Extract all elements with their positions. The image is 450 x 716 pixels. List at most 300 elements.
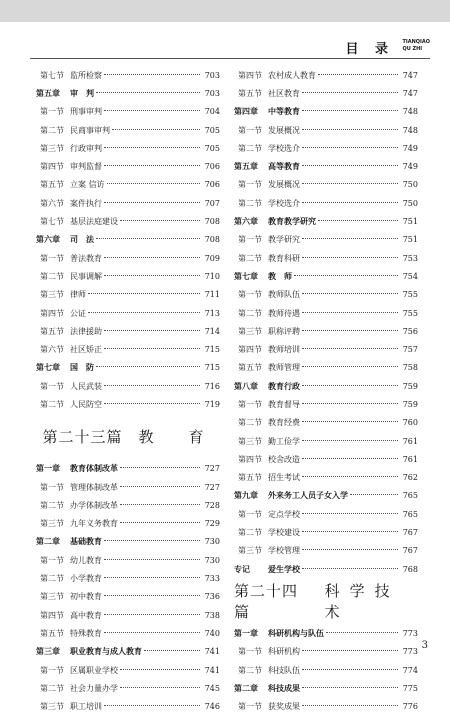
entry-label: 第四节 bbox=[238, 70, 262, 80]
entry-page: 755 bbox=[402, 308, 418, 318]
entry-page: 774 bbox=[402, 665, 418, 675]
entry-label: 第三节 bbox=[40, 290, 64, 300]
entry-title: 校舍改造 bbox=[268, 454, 300, 464]
entry-page: 765 bbox=[402, 491, 418, 501]
dot-leader bbox=[104, 577, 200, 578]
entry-title: 科技队伍 bbox=[268, 665, 300, 675]
entry-page: 762 bbox=[402, 473, 418, 483]
entry-title: 司 法 bbox=[70, 235, 94, 245]
entry-title: 教育行政 bbox=[268, 381, 300, 391]
toc-section-entry[interactable] bbox=[36, 395, 220, 413]
part-name: 教 育 bbox=[138, 428, 214, 447]
entry-page: 713 bbox=[204, 308, 220, 318]
toc-section-entry[interactable] bbox=[36, 478, 220, 496]
page-number: 3 bbox=[421, 640, 428, 651]
entry-title: 区属职业学校 bbox=[70, 665, 118, 675]
toc-section-entry[interactable] bbox=[234, 139, 418, 157]
entry-page: 706 bbox=[204, 180, 220, 190]
entry-label: 第一节 bbox=[238, 235, 262, 245]
entry-page: 727 bbox=[204, 464, 220, 474]
entry-label: 第二节 bbox=[40, 574, 64, 584]
entry-title: 国 防 bbox=[70, 363, 94, 373]
entry-page: 760 bbox=[402, 418, 418, 428]
toc-section-entry[interactable] bbox=[234, 414, 418, 432]
toc-section-entry[interactable] bbox=[36, 551, 220, 569]
part-title bbox=[36, 414, 220, 460]
entry-page: 745 bbox=[204, 683, 220, 693]
entry-page: 714 bbox=[204, 326, 220, 336]
entry-label: 第一节 bbox=[238, 702, 262, 712]
entry-label: 第二节 bbox=[40, 271, 64, 281]
entry-label: 第九章 bbox=[234, 491, 258, 501]
entry-label: 第二节 bbox=[238, 198, 262, 208]
entry-title: 民商事审判 bbox=[70, 125, 110, 135]
toc-section-entry[interactable] bbox=[234, 542, 418, 560]
entry-label: 第一节 bbox=[238, 125, 262, 135]
entry-label: 第一节 bbox=[40, 107, 64, 117]
toc-chapter-entry[interactable] bbox=[36, 84, 220, 102]
entry-page: 707 bbox=[204, 198, 220, 208]
entry-label: 第二节 bbox=[40, 500, 64, 510]
entry-label: 第一节 bbox=[238, 399, 262, 409]
entry-label: 第四节 bbox=[238, 345, 262, 355]
entry-title: 职工培训 bbox=[70, 702, 102, 712]
entry-label: 第七章 bbox=[36, 363, 60, 373]
dot-leader bbox=[302, 513, 398, 514]
toc-section-entry[interactable] bbox=[36, 249, 220, 267]
toc-section-entry[interactable] bbox=[36, 569, 220, 587]
toc-section-entry[interactable] bbox=[36, 496, 220, 514]
entry-label: 第三节 bbox=[238, 436, 262, 446]
entry-page: 711 bbox=[204, 290, 220, 300]
dot-leader bbox=[104, 275, 200, 276]
toc-section-entry[interactable] bbox=[36, 698, 220, 716]
dot-leader bbox=[302, 165, 398, 166]
entry-label: 第三节 bbox=[238, 546, 262, 556]
entry-label: 第一节 bbox=[238, 509, 262, 519]
entry-title: 办学体制改革 bbox=[70, 500, 118, 510]
entry-title: 初中教育 bbox=[70, 592, 102, 602]
dot-leader bbox=[96, 366, 200, 367]
dot-leader bbox=[104, 540, 200, 541]
toc-section-entry[interactable] bbox=[234, 121, 418, 139]
entry-label: 第四节 bbox=[40, 162, 64, 172]
dot-leader bbox=[104, 330, 200, 331]
dot-leader bbox=[120, 467, 200, 468]
entry-label: 第五章 bbox=[36, 88, 60, 98]
toc-section-entry[interactable] bbox=[234, 698, 418, 716]
dot-leader bbox=[302, 476, 398, 477]
entry-label: 第五节 bbox=[40, 180, 64, 190]
entry-label: 第六章 bbox=[36, 235, 60, 245]
toc-section-entry[interactable] bbox=[36, 588, 220, 606]
entry-page: 755 bbox=[402, 290, 418, 300]
toc-section-entry[interactable] bbox=[36, 212, 220, 230]
entry-title: 教育科研 bbox=[268, 253, 300, 263]
entry-page: 715 bbox=[204, 363, 220, 373]
entry-page: 733 bbox=[204, 574, 220, 584]
toc-section-entry[interactable] bbox=[234, 176, 418, 194]
toc-chapter-entry[interactable] bbox=[36, 533, 220, 551]
dot-leader bbox=[120, 220, 200, 221]
toc-chapter-entry[interactable] bbox=[234, 377, 418, 395]
entry-label: 第七节 bbox=[40, 217, 64, 227]
entry-title: 科研机构与队伍 bbox=[268, 628, 324, 638]
entry-page: 751 bbox=[402, 217, 418, 227]
entry-title: 科研机构 bbox=[268, 647, 300, 657]
entry-page: 728 bbox=[204, 500, 220, 510]
entry-page: 759 bbox=[402, 381, 418, 391]
entry-page: 727 bbox=[204, 482, 220, 492]
entry-label: 第六章 bbox=[234, 217, 258, 227]
toc-chapter-entry[interactable] bbox=[234, 624, 418, 642]
toc-section-entry[interactable] bbox=[234, 304, 418, 322]
toc-section-entry[interactable] bbox=[234, 231, 418, 249]
entry-label: 第一章 bbox=[36, 464, 60, 474]
entry-page: 719 bbox=[204, 399, 220, 409]
entry-title: 社区矫正 bbox=[70, 345, 102, 355]
entry-label: 第三节 bbox=[40, 143, 64, 153]
toc-section-entry[interactable] bbox=[36, 121, 220, 139]
entry-title: 特殊教育 bbox=[70, 628, 102, 638]
entry-title: 基础教育 bbox=[70, 537, 102, 547]
entry-page: 748 bbox=[402, 125, 418, 135]
toc-chapter-entry[interactable] bbox=[234, 560, 418, 578]
entry-page: 749 bbox=[402, 143, 418, 153]
entry-label: 第二节 bbox=[238, 418, 262, 428]
entry-page: 746 bbox=[204, 702, 220, 712]
toc-section-entry[interactable] bbox=[234, 340, 418, 358]
dot-leader bbox=[302, 129, 398, 130]
dot-leader bbox=[120, 486, 200, 487]
entry-title: 农村成人教育 bbox=[268, 70, 316, 80]
entry-label: 第二节 bbox=[238, 528, 262, 538]
toc-right-column bbox=[234, 66, 418, 716]
toc-section-entry[interactable] bbox=[36, 176, 220, 194]
entry-title: 发展概况 bbox=[268, 180, 300, 190]
entry-title: 高等教育 bbox=[268, 162, 300, 172]
toc-section-entry[interactable] bbox=[36, 515, 220, 533]
toc-chapter-entry[interactable] bbox=[234, 267, 418, 285]
entry-title: 发展概况 bbox=[268, 125, 300, 135]
dot-leader bbox=[302, 705, 398, 706]
entry-label: 第一节 bbox=[40, 555, 64, 565]
entry-title: 勤工俭学 bbox=[268, 436, 300, 446]
toc-section-entry[interactable] bbox=[234, 359, 418, 377]
toc-section-entry[interactable] bbox=[234, 84, 418, 102]
entry-label: 第五节 bbox=[40, 326, 64, 336]
toc-section-entry[interactable] bbox=[234, 395, 418, 413]
entry-title: 中等教育 bbox=[268, 107, 300, 117]
entry-label: 第四节 bbox=[40, 610, 64, 620]
entry-label: 第二节 bbox=[238, 143, 262, 153]
entry-page: 736 bbox=[204, 592, 220, 602]
toc-section-entry[interactable] bbox=[234, 505, 418, 523]
entry-title: 学校建设 bbox=[268, 528, 300, 538]
toc-section-entry[interactable] bbox=[234, 643, 418, 661]
entry-label: 第二节 bbox=[40, 125, 64, 135]
entry-title: 基层法庭建设 bbox=[70, 217, 118, 227]
entry-label: 第四节 bbox=[40, 308, 64, 318]
entry-page: 741 bbox=[204, 647, 220, 657]
entry-label: 第二章 bbox=[234, 683, 258, 693]
running-title: 目 录 bbox=[345, 42, 394, 57]
dot-leader bbox=[302, 238, 398, 239]
entry-title: 教育督导 bbox=[268, 399, 300, 409]
entry-title: 社区教育 bbox=[268, 88, 300, 98]
toc-chapter-entry[interactable] bbox=[234, 679, 418, 697]
dot-leader bbox=[120, 504, 200, 505]
entry-page: 753 bbox=[402, 253, 418, 263]
toc-section-entry[interactable] bbox=[234, 523, 418, 541]
entry-page: 703 bbox=[204, 88, 220, 98]
toc-section-entry[interactable] bbox=[234, 450, 418, 468]
entry-title: 教育体制改革 bbox=[70, 464, 118, 474]
dot-leader bbox=[104, 632, 200, 633]
dot-leader bbox=[302, 366, 398, 367]
dot-leader bbox=[96, 92, 200, 93]
entry-title: 管理体制改革 bbox=[70, 482, 118, 492]
entry-title: 教师培训 bbox=[268, 345, 300, 355]
entry-title: 招生考试 bbox=[268, 473, 300, 483]
toc-section-entry[interactable] bbox=[36, 661, 220, 679]
entry-page: 773 bbox=[402, 647, 418, 657]
entry-title: 教学研究 bbox=[268, 235, 300, 245]
entry-label: 第三节 bbox=[40, 702, 64, 712]
toc-section-entry[interactable] bbox=[234, 286, 418, 304]
dot-leader bbox=[104, 165, 200, 166]
entry-title: 刑事审判 bbox=[70, 107, 102, 117]
entry-label: 专记 bbox=[234, 564, 250, 574]
toc-section-entry[interactable] bbox=[36, 377, 220, 395]
entry-label: 第三章 bbox=[36, 647, 60, 657]
toc-section-entry[interactable] bbox=[234, 249, 418, 267]
entry-page: 754 bbox=[402, 271, 418, 281]
toc-chapter-entry[interactable] bbox=[36, 460, 220, 478]
entry-title: 公证 bbox=[70, 308, 86, 318]
entry-page: 709 bbox=[204, 253, 220, 263]
entry-title: 民事调解 bbox=[70, 271, 102, 281]
running-title-pinyin bbox=[402, 39, 430, 53]
entry-page: 708 bbox=[204, 235, 220, 245]
entry-page: 704 bbox=[204, 107, 220, 117]
toc-chapter-entry[interactable] bbox=[36, 359, 220, 377]
entry-page: 705 bbox=[204, 143, 220, 153]
entry-title: 教 师 bbox=[268, 271, 292, 281]
entry-label: 第五节 bbox=[40, 628, 64, 638]
toc-chapter-entry[interactable] bbox=[234, 212, 418, 230]
toc-section-entry[interactable] bbox=[36, 679, 220, 697]
entry-label: 第四节 bbox=[238, 454, 262, 464]
entry-title: 教师待遇 bbox=[268, 308, 300, 318]
toc-chapter-entry[interactable] bbox=[234, 157, 418, 175]
entry-page: 715 bbox=[204, 345, 220, 355]
entry-title: 科技成果 bbox=[268, 683, 300, 693]
toc-section-entry[interactable] bbox=[36, 624, 220, 642]
toc-chapter-entry[interactable] bbox=[36, 643, 220, 661]
dot-leader bbox=[104, 74, 200, 75]
entry-page: 759 bbox=[402, 399, 418, 409]
entry-label: 第一节 bbox=[40, 482, 64, 492]
entry-page: 730 bbox=[204, 555, 220, 565]
entry-title: 学校选介 bbox=[268, 143, 300, 153]
dot-leader bbox=[302, 147, 398, 148]
entry-label: 第八章 bbox=[234, 381, 258, 391]
entry-title: 幼儿教育 bbox=[70, 555, 102, 565]
dot-leader bbox=[88, 293, 200, 294]
dot-leader bbox=[104, 348, 200, 349]
entry-page: 751 bbox=[402, 235, 418, 245]
dot-leader bbox=[120, 522, 200, 523]
entry-page: 748 bbox=[402, 107, 418, 117]
toc-section-entry[interactable] bbox=[234, 66, 418, 84]
entry-label: 第七章 bbox=[234, 271, 258, 281]
entry-page: 710 bbox=[204, 271, 220, 281]
dot-leader bbox=[120, 669, 200, 670]
dot-leader bbox=[326, 632, 398, 633]
entry-label: 第一节 bbox=[238, 290, 262, 300]
entry-title: 获奖成果 bbox=[268, 702, 300, 712]
dot-leader bbox=[112, 129, 200, 130]
toc-section-entry[interactable] bbox=[36, 267, 220, 285]
entry-title: 立案 信访 bbox=[70, 180, 105, 190]
dot-leader bbox=[104, 147, 200, 148]
entry-title: 九年义务教育 bbox=[70, 519, 118, 529]
toc-section-entry[interactable] bbox=[36, 66, 220, 84]
entry-title: 学校管理 bbox=[268, 546, 300, 556]
dot-leader bbox=[302, 531, 398, 532]
dot-leader bbox=[104, 385, 200, 386]
entry-page: 756 bbox=[402, 326, 418, 336]
entry-page: 750 bbox=[402, 198, 418, 208]
dot-leader bbox=[318, 220, 398, 221]
entry-label: 第四章 bbox=[234, 107, 258, 117]
entry-page: 758 bbox=[402, 363, 418, 373]
entry-title: 人民防空 bbox=[70, 399, 102, 409]
dot-leader bbox=[302, 312, 398, 313]
dot-leader bbox=[107, 183, 200, 184]
entry-page: 773 bbox=[402, 628, 418, 638]
toc-section-entry[interactable] bbox=[36, 304, 220, 322]
entry-title: 教育经费 bbox=[268, 418, 300, 428]
entry-page: 761 bbox=[402, 454, 418, 464]
entry-label: 第二节 bbox=[238, 308, 262, 318]
entry-title: 教师队伍 bbox=[268, 290, 300, 300]
dot-leader bbox=[96, 238, 200, 239]
entry-page: 703 bbox=[204, 70, 220, 80]
toc-chapter-entry[interactable] bbox=[234, 103, 418, 121]
entry-page: 740 bbox=[204, 628, 220, 638]
entry-label: 第一节 bbox=[238, 647, 262, 657]
entry-label: 第五节 bbox=[238, 363, 262, 373]
entry-page: 729 bbox=[204, 519, 220, 529]
toc-section-entry[interactable] bbox=[36, 157, 220, 175]
part-title bbox=[234, 578, 418, 624]
entry-page: 730 bbox=[204, 537, 220, 547]
entry-title: 爱生学校 bbox=[268, 564, 300, 574]
dot-leader bbox=[144, 650, 200, 651]
dot-leader bbox=[302, 110, 398, 111]
entry-label: 第二节 bbox=[238, 253, 262, 263]
toc-section-entry[interactable] bbox=[36, 606, 220, 624]
entry-page: 750 bbox=[402, 180, 418, 190]
dot-leader bbox=[104, 110, 200, 111]
header-band bbox=[0, 0, 450, 22]
entry-title: 审判监督 bbox=[70, 162, 102, 172]
entry-label: 第三节 bbox=[40, 519, 64, 529]
toc-section-entry[interactable] bbox=[234, 469, 418, 487]
entry-title: 社会力量办学 bbox=[70, 683, 118, 693]
entry-label: 第七节 bbox=[40, 70, 64, 80]
entry-page: 767 bbox=[402, 546, 418, 556]
toc-section-entry[interactable] bbox=[36, 322, 220, 340]
toc-section-entry[interactable] bbox=[234, 432, 418, 450]
dot-leader bbox=[302, 183, 398, 184]
toc-section-entry[interactable] bbox=[36, 286, 220, 304]
entry-page: 775 bbox=[402, 683, 418, 693]
entry-label: 第一节 bbox=[40, 381, 64, 391]
page-header bbox=[0, 0, 450, 64]
entry-page: 757 bbox=[402, 345, 418, 355]
part-label: 第二十三篇 bbox=[42, 428, 123, 447]
dot-leader bbox=[302, 650, 398, 651]
entry-page: 741 bbox=[204, 665, 220, 675]
dot-leader bbox=[302, 421, 398, 422]
entry-title: 小学教育 bbox=[70, 574, 102, 584]
dot-leader bbox=[302, 348, 398, 349]
toc-chapter-entry[interactable] bbox=[36, 231, 220, 249]
entry-title: 教师管理 bbox=[268, 363, 300, 373]
entry-page: 716 bbox=[204, 381, 220, 391]
entry-page: 776 bbox=[402, 702, 418, 712]
dot-leader bbox=[302, 568, 398, 569]
toc-section-entry[interactable] bbox=[36, 139, 220, 157]
dot-leader bbox=[88, 312, 200, 313]
entry-label: 第三节 bbox=[238, 326, 262, 336]
dot-leader bbox=[302, 403, 398, 404]
entry-title: 行政审判 bbox=[70, 143, 102, 153]
entry-label: 第五节 bbox=[238, 473, 262, 483]
dot-leader bbox=[350, 494, 398, 495]
toc-section-entry[interactable] bbox=[234, 661, 418, 679]
entry-label: 第三节 bbox=[40, 592, 64, 602]
entry-title: 高中教育 bbox=[70, 610, 102, 620]
entry-page: 708 bbox=[204, 217, 220, 227]
entry-page: 747 bbox=[402, 88, 418, 98]
toc-chapter-entry[interactable] bbox=[234, 487, 418, 505]
entry-title: 案件执行 bbox=[70, 198, 102, 208]
toc-section-entry[interactable] bbox=[234, 194, 418, 212]
dot-leader bbox=[302, 202, 398, 203]
toc-left-column bbox=[36, 66, 220, 716]
dot-leader bbox=[104, 559, 200, 560]
entry-label: 第一节 bbox=[238, 180, 262, 190]
dot-leader bbox=[302, 330, 398, 331]
toc-section-entry[interactable] bbox=[36, 340, 220, 358]
entry-title: 审 判 bbox=[70, 88, 94, 98]
part-name: 科学技术 bbox=[324, 582, 400, 622]
dot-leader bbox=[302, 669, 398, 670]
toc-section-entry[interactable] bbox=[36, 103, 220, 121]
pinyin-line-1: TIANQIAO bbox=[402, 39, 430, 45]
toc-section-entry[interactable] bbox=[234, 322, 418, 340]
entry-page: 768 bbox=[402, 564, 418, 574]
dot-leader bbox=[104, 403, 200, 404]
entry-title: 定点学校 bbox=[268, 509, 300, 519]
entry-title: 人民武装 bbox=[70, 381, 102, 391]
toc-section-entry[interactable] bbox=[36, 194, 220, 212]
entry-label: 第五节 bbox=[238, 88, 262, 98]
